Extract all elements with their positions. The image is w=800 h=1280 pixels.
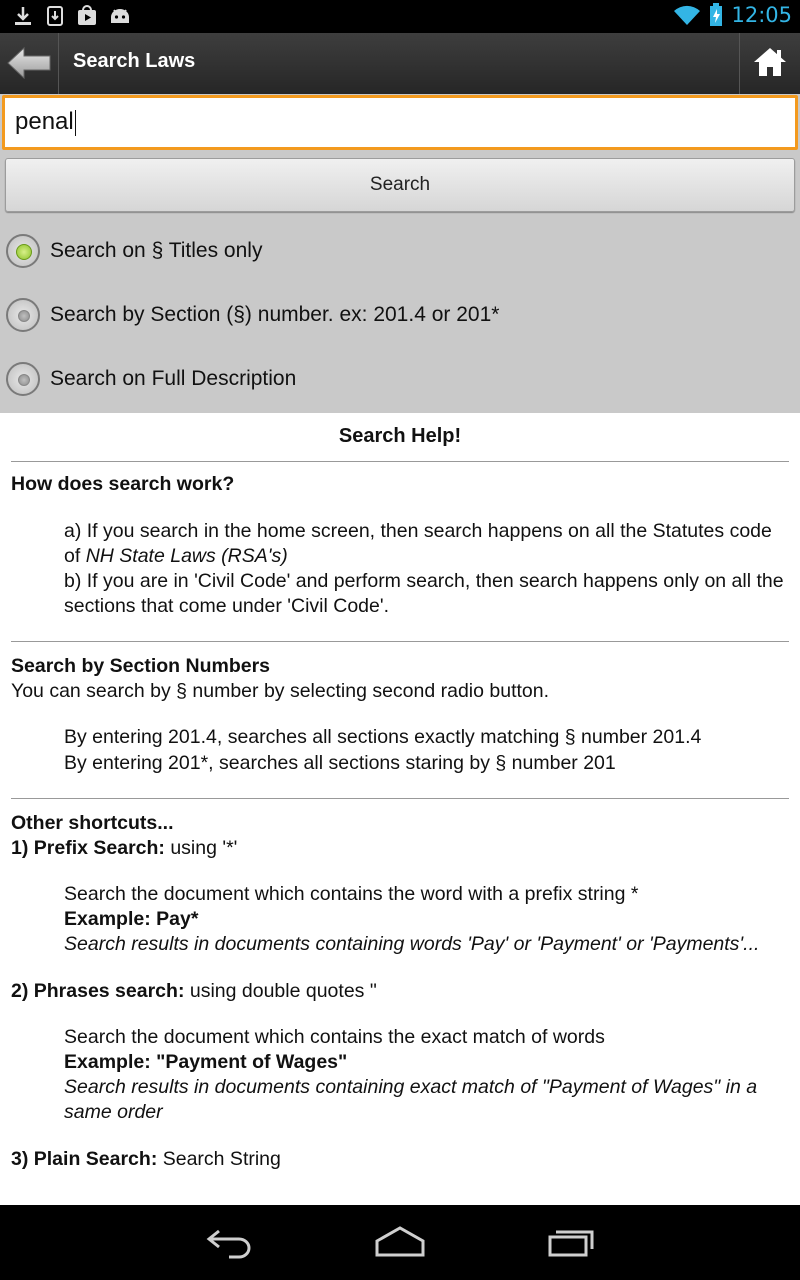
- radio-button[interactable]: [6, 298, 40, 332]
- divider: [11, 461, 789, 462]
- battery-charging-icon: [709, 3, 723, 27]
- search-input-value: penal: [15, 108, 74, 135]
- radio-label: Search on Full Description: [50, 367, 297, 390]
- prefix-result: Search results in documents containing words 'Pay' or 'Payment' or 'Payments'...: [64, 933, 760, 955]
- shortcuts-heading: Other shortcuts...: [11, 812, 174, 834]
- radio-titles-only[interactable]: [6, 231, 262, 271]
- page-title: Search Laws: [73, 50, 196, 72]
- radio-dot-off: [18, 310, 30, 322]
- section-numbers-intro: You can search by § number by selecting second radio button.: [11, 680, 550, 702]
- phrase-desc: Search the document which contains the exact match of words: [64, 1026, 605, 1048]
- phrase-result: Search results in documents containing exact match of "Payment of Wages" in a same order: [64, 1076, 758, 1123]
- phrase-search-title: 2) Phrases search: using double quotes ": [11, 980, 377, 1002]
- back-button[interactable]: [0, 33, 59, 94]
- radio-button-selected[interactable]: [6, 234, 40, 268]
- divider: [11, 798, 789, 799]
- how-item-b: b) If you are in 'Civil Code' and perform search, then search happens only on all the sections that come under 'Civil Code'.: [64, 570, 784, 617]
- radio-dot-off: [18, 374, 30, 386]
- section-numbers-heading: Search by Section Numbers: [11, 655, 271, 677]
- clock: 12:05: [731, 3, 792, 27]
- search-panel: [0, 94, 800, 413]
- nav-recents-icon[interactable]: [547, 1225, 597, 1264]
- section-numbers-line1: By entering 201.4, searches all sections exactly matching § number 201.4: [64, 726, 702, 748]
- search-button[interactable]: Search: [5, 158, 795, 212]
- download-box-icon: [44, 5, 66, 27]
- status-bar: [0, 0, 800, 33]
- radio-button[interactable]: [6, 362, 40, 396]
- how-item-a: a) If you search in the home screen, then search happens on all the Statutes code of NH State Laws (RSA's): [64, 520, 772, 567]
- prefix-search-title: 1) Prefix Search: using '*': [11, 837, 238, 859]
- android-icon: [108, 5, 132, 27]
- action-bar: [0, 33, 800, 95]
- search-help: [0, 413, 800, 1205]
- phrase-example: Example: "Payment of Wages": [64, 1051, 348, 1073]
- nav-back-icon[interactable]: [205, 1225, 255, 1264]
- play-store-icon: [76, 5, 98, 27]
- prefix-example: Example: Pay*: [64, 908, 199, 930]
- wifi-icon: [673, 3, 701, 27]
- download-icon: [12, 5, 34, 27]
- radio-full-description[interactable]: [6, 359, 296, 399]
- text-caret: [75, 110, 76, 136]
- radio-label: Search on § Titles only: [50, 239, 263, 262]
- radio-label: Search by Section (§) number. ex: 201.4 or 201*: [50, 303, 500, 326]
- help-title: Search Help!: [338, 425, 462, 447]
- search-input[interactable]: [2, 95, 798, 150]
- radio-dot-on: [16, 244, 32, 260]
- nav-home-icon[interactable]: [374, 1225, 426, 1264]
- navigation-bar: [0, 1205, 800, 1280]
- notification-icons: [12, 5, 132, 27]
- home-button[interactable]: [739, 33, 800, 94]
- divider: [11, 641, 789, 642]
- how-heading: How does search work?: [11, 473, 235, 495]
- system-icons: [673, 3, 792, 27]
- prefix-desc: Search the document which contains the word with a prefix string *: [64, 883, 639, 905]
- radio-section-number[interactable]: [6, 295, 499, 335]
- section-numbers-line2: By entering 201*, searches all sections staring by § number 201: [64, 752, 616, 774]
- plain-search-title: 3) Plain Search: Search String: [11, 1148, 281, 1170]
